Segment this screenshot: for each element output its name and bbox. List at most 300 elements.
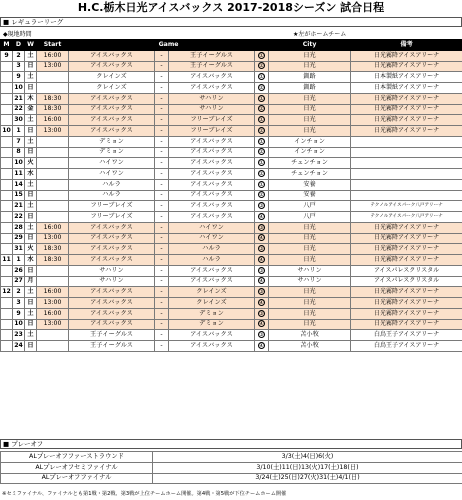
vs-cell: - bbox=[155, 233, 169, 244]
weekday-cell: 土 bbox=[25, 115, 37, 126]
table-row bbox=[1, 93, 462, 104]
month-cell bbox=[1, 330, 13, 341]
game-number-badge: ③ bbox=[259, 289, 264, 296]
venue-cell bbox=[351, 158, 462, 169]
venue-cell: 日光霧降アイスアリーナ bbox=[351, 115, 462, 126]
home-team-cell: デミョン bbox=[69, 136, 155, 147]
game-number-cell bbox=[255, 169, 269, 180]
game-number-badge: ④ bbox=[259, 213, 264, 220]
weekday-cell: 木 bbox=[25, 93, 37, 104]
vs-cell: - bbox=[155, 341, 169, 352]
month-cell bbox=[1, 158, 13, 169]
city-cell: 日光 bbox=[269, 93, 351, 104]
away-team-cell: アイスバックス bbox=[169, 276, 255, 287]
game-number-cell bbox=[255, 179, 269, 190]
day-cell: 29 bbox=[13, 233, 25, 244]
city-cell: 日光 bbox=[269, 287, 351, 298]
schedule-body bbox=[1, 50, 462, 351]
vs-cell: - bbox=[155, 287, 169, 298]
weekday-cell: 火 bbox=[25, 158, 37, 169]
vs-cell: - bbox=[155, 115, 169, 126]
start-time-cell: 18:30 bbox=[37, 104, 69, 115]
table-row bbox=[1, 115, 462, 126]
header-notes: 備考 bbox=[351, 40, 462, 51]
month-cell bbox=[1, 136, 13, 147]
venue-cell: 日光霧降アイスアリーナ bbox=[351, 61, 462, 72]
venue-cell bbox=[351, 190, 462, 201]
game-number-cell bbox=[255, 50, 269, 61]
game-number-cell bbox=[255, 330, 269, 341]
city-cell: 八戸 bbox=[269, 201, 351, 212]
game-number-badge: ① bbox=[259, 74, 264, 81]
start-time-cell bbox=[37, 341, 69, 352]
vs-cell: - bbox=[155, 72, 169, 83]
start-time-cell: 16:00 bbox=[37, 287, 69, 298]
venue-cell: アイスパレスクリスタル bbox=[351, 265, 462, 276]
start-time-cell: 18:30 bbox=[37, 255, 69, 266]
table-row bbox=[1, 298, 462, 309]
home-team-cell: アイスバックス bbox=[69, 287, 155, 298]
home-team-cell: サハリン bbox=[69, 265, 155, 276]
venue-cell: 日光霧降アイスアリーナ bbox=[351, 126, 462, 137]
day-cell: 15 bbox=[13, 190, 25, 201]
city-cell: インチョン bbox=[269, 147, 351, 158]
regular-league-heading: ■ レギュラーリーグ bbox=[0, 17, 462, 27]
venue-cell: アイスパレスクリスタル bbox=[351, 276, 462, 287]
day-cell: 21 bbox=[13, 93, 25, 104]
playoff-round: ALプレーオフセミファイナル bbox=[1, 462, 153, 473]
city-cell: 日光 bbox=[269, 50, 351, 61]
game-number-badge: ② bbox=[259, 127, 264, 134]
month-cell bbox=[1, 222, 13, 233]
home-team-cell: アイスバックス bbox=[69, 319, 155, 330]
game-number-badge: ① bbox=[259, 117, 264, 124]
day-cell: 3 bbox=[13, 61, 25, 72]
venue-cell bbox=[351, 136, 462, 147]
header-weekday: W bbox=[25, 40, 37, 51]
home-team-cell: サハリン bbox=[69, 276, 155, 287]
city-cell: 日光 bbox=[269, 298, 351, 309]
venue-cell: 白鳥王子アイスアリーナ bbox=[351, 330, 462, 341]
game-number-cell bbox=[255, 147, 269, 158]
home-team-cell: アイスバックス bbox=[69, 126, 155, 137]
venue-cell: 白鳥王子アイスアリーナ bbox=[351, 341, 462, 352]
playoff-body bbox=[1, 452, 462, 484]
vs-cell: - bbox=[155, 136, 169, 147]
table-row bbox=[1, 72, 462, 83]
start-time-cell bbox=[37, 330, 69, 341]
table-row bbox=[1, 179, 462, 190]
city-cell: 日光 bbox=[269, 126, 351, 137]
game-number-badge: ③ bbox=[259, 267, 264, 274]
weekday-cell: 土 bbox=[25, 330, 37, 341]
day-cell: 30 bbox=[13, 115, 25, 126]
home-team-cell: アイスバックス bbox=[69, 298, 155, 309]
game-number-cell bbox=[255, 319, 269, 330]
game-number-cell bbox=[255, 255, 269, 266]
month-cell bbox=[1, 244, 13, 255]
game-number-cell bbox=[255, 104, 269, 115]
city-cell: 日光 bbox=[269, 115, 351, 126]
table-row bbox=[1, 136, 462, 147]
city-cell: 日光 bbox=[269, 308, 351, 319]
home-team-cell: アイスバックス bbox=[69, 255, 155, 266]
day-cell: 9 bbox=[13, 72, 25, 83]
start-time-cell bbox=[37, 136, 69, 147]
weekday-cell: 日 bbox=[25, 212, 37, 223]
table-row bbox=[1, 341, 462, 352]
start-time-cell bbox=[37, 169, 69, 180]
game-number-badge: ④ bbox=[259, 278, 264, 285]
month-cell bbox=[1, 93, 13, 104]
game-number-badge: ② bbox=[259, 106, 264, 113]
day-cell: 10 bbox=[13, 83, 25, 94]
playoff-heading: ■ プレーオフ bbox=[0, 439, 462, 449]
table-row bbox=[1, 276, 462, 287]
city-cell: 八戸 bbox=[269, 212, 351, 223]
city-cell: 日光 bbox=[269, 233, 351, 244]
weekday-cell: 火 bbox=[25, 244, 37, 255]
page-title: H.C.栃木日光アイスバックス 2017-2018シーズン 試合日程 bbox=[77, 1, 385, 14]
month-cell bbox=[1, 233, 13, 244]
vs-cell: - bbox=[155, 93, 169, 104]
vs-cell: - bbox=[155, 126, 169, 137]
start-time-cell: 16:00 bbox=[37, 308, 69, 319]
city-cell: 釧路 bbox=[269, 83, 351, 94]
vs-cell: - bbox=[155, 330, 169, 341]
playoff-table bbox=[0, 451, 462, 484]
city-cell: チュンチョン bbox=[269, 158, 351, 169]
away-team-cell: アイスバックス bbox=[169, 136, 255, 147]
vs-cell: - bbox=[155, 212, 169, 223]
home-team-cell: フリーブレイズ bbox=[69, 201, 155, 212]
header-game: Game bbox=[69, 40, 269, 51]
weekday-cell: 日 bbox=[25, 341, 37, 352]
home-team-cell: 王子イーグルス bbox=[69, 341, 155, 352]
table-row bbox=[1, 319, 462, 330]
weekday-cell: 日 bbox=[25, 83, 37, 94]
game-number-badge: ③ bbox=[259, 224, 264, 231]
start-time-cell bbox=[37, 276, 69, 287]
home-team-cell: ハイワン bbox=[69, 158, 155, 169]
weekday-cell: 土 bbox=[25, 179, 37, 190]
venue-cell: テクノルアイスパーク八戸アリーナ bbox=[351, 212, 462, 223]
vs-cell: - bbox=[155, 201, 169, 212]
home-team-cell: アイスバックス bbox=[69, 308, 155, 319]
weekday-cell: 日 bbox=[25, 190, 37, 201]
vs-cell: - bbox=[155, 104, 169, 115]
away-team-cell: アイスバックス bbox=[169, 190, 255, 201]
weekday-cell: 日 bbox=[25, 319, 37, 330]
regular-schedule-table bbox=[0, 39, 462, 352]
vs-cell: - bbox=[155, 169, 169, 180]
table-row bbox=[1, 158, 462, 169]
start-time-cell bbox=[37, 83, 69, 94]
day-cell: 31 bbox=[13, 244, 25, 255]
start-time-cell: 18:30 bbox=[37, 244, 69, 255]
game-number-badge: ② bbox=[259, 84, 264, 91]
month-cell: 11 bbox=[1, 255, 13, 266]
month-cell bbox=[1, 319, 13, 330]
notes-row bbox=[0, 31, 462, 39]
playoff-dates: 3/10(土)11(日)13(火)17(土)18(日) bbox=[153, 462, 462, 473]
month-cell bbox=[1, 341, 13, 352]
weekday-cell: 日 bbox=[25, 147, 37, 158]
month-cell bbox=[1, 179, 13, 190]
day-cell: 27 bbox=[13, 276, 25, 287]
venue-cell bbox=[351, 169, 462, 180]
away-team-cell: 王子イーグルス bbox=[169, 61, 255, 72]
away-team-cell: アイスバックス bbox=[169, 330, 255, 341]
month-cell: 12 bbox=[1, 287, 13, 298]
day-cell: 8 bbox=[13, 147, 25, 158]
start-time-cell bbox=[37, 265, 69, 276]
vs-cell: - bbox=[155, 190, 169, 201]
table-row bbox=[1, 212, 462, 223]
home-team-cell: アイスバックス bbox=[69, 115, 155, 126]
away-team-cell: 王子イーグルス bbox=[169, 50, 255, 61]
day-cell: 21 bbox=[13, 201, 25, 212]
away-team-cell: ハルラ bbox=[169, 255, 255, 266]
header-start: Start bbox=[37, 40, 69, 51]
away-team-cell: フリーブレイズ bbox=[169, 115, 255, 126]
away-team-cell: アイスバックス bbox=[169, 83, 255, 94]
vs-cell: - bbox=[155, 308, 169, 319]
game-number-badge: ② bbox=[259, 149, 264, 156]
footnote: ※セミファイナル、ファイナルとも第1戦・第2戦、第3戦が上位チームホーム開催。第4戦・第5戦が下位チームホーム開催 bbox=[2, 491, 287, 497]
home-team-cell: 王子イーグルス bbox=[69, 330, 155, 341]
home-team-cell: アイスバックス bbox=[69, 104, 155, 115]
weekday-cell: 土 bbox=[25, 136, 37, 147]
away-team-cell: アイスバックス bbox=[169, 147, 255, 158]
month-cell bbox=[1, 265, 13, 276]
home-team-cell: アイスバックス bbox=[69, 93, 155, 104]
game-number-cell bbox=[255, 341, 269, 352]
table-row bbox=[1, 308, 462, 319]
table-row bbox=[1, 201, 462, 212]
playoff-row bbox=[1, 473, 462, 484]
month-cell bbox=[1, 190, 13, 201]
playoff-dates: 3/3(土)4(日)6(火) bbox=[153, 452, 462, 463]
vs-cell: - bbox=[155, 298, 169, 309]
away-team-cell: デミョン bbox=[169, 319, 255, 330]
start-time-cell: 13:00 bbox=[37, 126, 69, 137]
game-number-badge: ④ bbox=[259, 235, 264, 242]
day-cell: 22 bbox=[13, 104, 25, 115]
playoff-round: ALプレーオフファイナル bbox=[1, 473, 153, 484]
home-team-cell: ハルラ bbox=[69, 179, 155, 190]
weekday-cell: 月 bbox=[25, 276, 37, 287]
away-team-cell: フリーブレイズ bbox=[169, 126, 255, 137]
city-cell: サハリン bbox=[269, 265, 351, 276]
away-team-cell: アイスバックス bbox=[169, 158, 255, 169]
game-number-cell bbox=[255, 115, 269, 126]
venue-cell: 日光霧降アイスアリーナ bbox=[351, 233, 462, 244]
venue-cell: 日光霧降アイスアリーナ bbox=[351, 298, 462, 309]
game-number-cell bbox=[255, 276, 269, 287]
day-cell: 10 bbox=[13, 319, 25, 330]
venue-cell: 日光霧降アイスアリーナ bbox=[351, 319, 462, 330]
vs-cell: - bbox=[155, 50, 169, 61]
month-cell bbox=[1, 169, 13, 180]
vs-cell: - bbox=[155, 244, 169, 255]
game-number-badge: ③ bbox=[259, 203, 264, 210]
city-cell: 日光 bbox=[269, 61, 351, 72]
venue-cell: 日本製紙アイスアリーナ bbox=[351, 83, 462, 94]
game-number-cell bbox=[255, 93, 269, 104]
weekday-cell: 土 bbox=[25, 287, 37, 298]
home-team-cell: デミョン bbox=[69, 147, 155, 158]
city-cell: 日光 bbox=[269, 104, 351, 115]
month-cell: 9 bbox=[1, 50, 13, 61]
table-row bbox=[1, 61, 462, 72]
month-cell bbox=[1, 115, 13, 126]
playoff-dates: 3/24(土)25(日)27(火)31(土)4/1(日) bbox=[153, 473, 462, 484]
vs-cell: - bbox=[155, 319, 169, 330]
weekday-cell: 水 bbox=[25, 255, 37, 266]
table-row bbox=[1, 330, 462, 341]
playoff-row bbox=[1, 452, 462, 463]
table-row bbox=[1, 147, 462, 158]
start-time-cell bbox=[37, 212, 69, 223]
start-time-cell bbox=[37, 147, 69, 158]
vs-cell: - bbox=[155, 61, 169, 72]
day-cell: 2 bbox=[13, 287, 25, 298]
vs-cell: - bbox=[155, 158, 169, 169]
home-team-cell: クレインズ bbox=[69, 83, 155, 94]
away-team-cell: クレインズ bbox=[169, 298, 255, 309]
weekday-cell: 水 bbox=[25, 169, 37, 180]
home-team-cell: アイスバックス bbox=[69, 233, 155, 244]
month-cell bbox=[1, 201, 13, 212]
venue-cell: 日光霧降アイスアリーナ bbox=[351, 93, 462, 104]
game-number-badge: ② bbox=[259, 192, 264, 199]
game-number-badge: ④ bbox=[259, 256, 264, 263]
city-cell: チュンチョン bbox=[269, 169, 351, 180]
weekday-cell: 日 bbox=[25, 233, 37, 244]
day-cell: 14 bbox=[13, 179, 25, 190]
game-number-cell bbox=[255, 201, 269, 212]
away-team-cell: ハイワン bbox=[169, 233, 255, 244]
header-city: City bbox=[269, 40, 351, 51]
month-cell bbox=[1, 72, 13, 83]
header-month: M bbox=[1, 40, 13, 51]
game-number-badge: ④ bbox=[259, 342, 264, 349]
home-team-cell: アイスバックス bbox=[69, 61, 155, 72]
city-cell: 安養 bbox=[269, 190, 351, 201]
away-team-cell: アイスバックス bbox=[169, 212, 255, 223]
month-cell: 10 bbox=[1, 126, 13, 137]
away-team-cell: ハルラ bbox=[169, 244, 255, 255]
game-number-cell bbox=[255, 126, 269, 137]
home-team-cell: アイスバックス bbox=[69, 50, 155, 61]
table-row bbox=[1, 50, 462, 61]
start-time-cell bbox=[37, 72, 69, 83]
game-number-badge: ① bbox=[259, 138, 264, 145]
weekday-cell: 日 bbox=[25, 265, 37, 276]
game-number-badge: ① bbox=[259, 95, 264, 102]
city-cell: インチョン bbox=[269, 136, 351, 147]
table-row bbox=[1, 244, 462, 255]
away-team-cell: サハリン bbox=[169, 104, 255, 115]
city-cell: 日光 bbox=[269, 255, 351, 266]
weekday-cell: 土 bbox=[25, 308, 37, 319]
month-cell bbox=[1, 276, 13, 287]
vs-cell: - bbox=[155, 147, 169, 158]
game-number-badge: ③ bbox=[259, 246, 264, 253]
day-cell: 7 bbox=[13, 136, 25, 147]
day-cell: 1 bbox=[13, 126, 25, 137]
home-team-cell: クレインズ bbox=[69, 72, 155, 83]
playoff-row bbox=[1, 462, 462, 473]
venue-cell: 日本製紙アイスアリーナ bbox=[351, 72, 462, 83]
game-number-cell bbox=[255, 158, 269, 169]
venue-cell bbox=[351, 147, 462, 158]
day-cell: 26 bbox=[13, 265, 25, 276]
start-time-cell bbox=[37, 190, 69, 201]
vs-cell: - bbox=[155, 83, 169, 94]
city-cell: 苫小牧 bbox=[269, 341, 351, 352]
game-number-badge: ① bbox=[259, 160, 264, 167]
start-time-cell bbox=[37, 201, 69, 212]
game-number-cell bbox=[255, 287, 269, 298]
game-number-cell bbox=[255, 83, 269, 94]
weekday-cell: 日 bbox=[25, 61, 37, 72]
venue-cell: 日光霧降アイスアリーナ bbox=[351, 50, 462, 61]
month-cell bbox=[1, 308, 13, 319]
local-time-note: ◆現地時間 bbox=[3, 31, 32, 38]
venue-cell: 日光霧降アイスアリーナ bbox=[351, 308, 462, 319]
game-number-badge: ② bbox=[259, 63, 264, 70]
city-cell: 釧路 bbox=[269, 72, 351, 83]
month-cell bbox=[1, 212, 13, 223]
month-cell bbox=[1, 83, 13, 94]
table-row bbox=[1, 287, 462, 298]
day-cell: 3 bbox=[13, 298, 25, 309]
game-number-badge: ③ bbox=[259, 310, 264, 317]
home-team-cell: アイスバックス bbox=[69, 222, 155, 233]
month-cell bbox=[1, 104, 13, 115]
start-time-cell: 18:30 bbox=[37, 93, 69, 104]
away-team-cell: アイスバックス bbox=[169, 265, 255, 276]
game-number-cell bbox=[255, 212, 269, 223]
home-team-cell: ハルラ bbox=[69, 190, 155, 201]
header-day: D bbox=[13, 40, 25, 51]
table-row bbox=[1, 190, 462, 201]
game-number-cell bbox=[255, 136, 269, 147]
table-row bbox=[1, 104, 462, 115]
table-row bbox=[1, 83, 462, 94]
away-team-cell: アイスバックス bbox=[169, 179, 255, 190]
game-number-cell bbox=[255, 265, 269, 276]
game-number-cell bbox=[255, 244, 269, 255]
game-number-cell bbox=[255, 190, 269, 201]
day-cell: 24 bbox=[13, 341, 25, 352]
game-number-cell bbox=[255, 298, 269, 309]
start-time-cell: 13:00 bbox=[37, 319, 69, 330]
game-number-cell bbox=[255, 61, 269, 72]
away-team-cell: アイスバックス bbox=[169, 201, 255, 212]
day-cell: 28 bbox=[13, 222, 25, 233]
home-team-note: ★左がホームチーム bbox=[293, 31, 347, 38]
weekday-cell: 土 bbox=[25, 222, 37, 233]
game-number-cell bbox=[255, 233, 269, 244]
weekday-cell: 土 bbox=[25, 50, 37, 61]
game-number-badge: ③ bbox=[259, 332, 264, 339]
playoff-round: ALプレーオフファーストラウンド bbox=[1, 452, 153, 463]
city-cell: 苫小牧 bbox=[269, 330, 351, 341]
start-time-cell bbox=[37, 179, 69, 190]
